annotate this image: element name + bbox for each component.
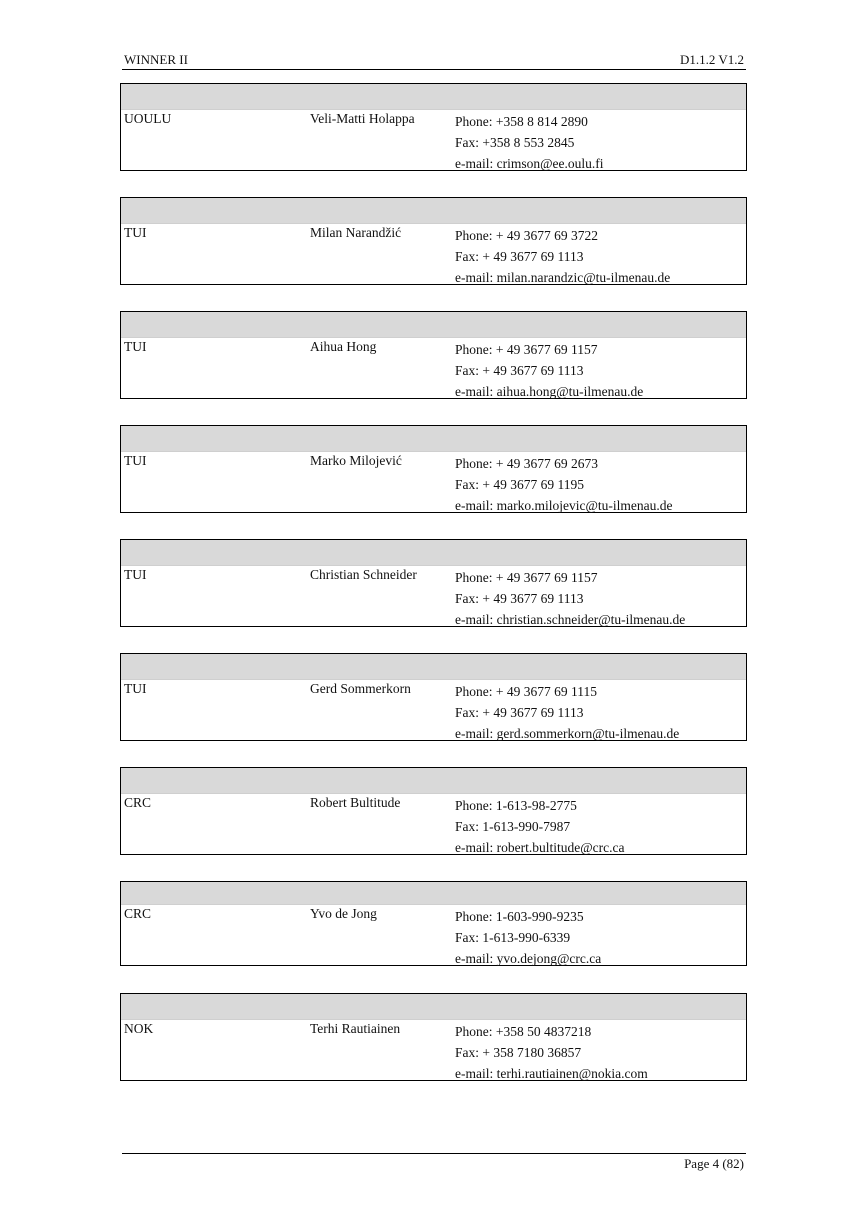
contact-row bbox=[121, 224, 746, 284]
page-footer bbox=[122, 1153, 746, 1171]
email: e-mail: milan.narandzic@tu-ilmenau.de bbox=[455, 270, 671, 285]
person-name: Christian Schneider bbox=[310, 567, 417, 582]
project-name: WINNER II bbox=[124, 52, 188, 67]
person-name: Gerd Sommerkorn bbox=[310, 681, 411, 696]
phone: Phone: + 49 3677 69 1115 bbox=[455, 684, 597, 699]
contact-block bbox=[120, 425, 747, 513]
phone: Phone: 1-603-990-9235 bbox=[455, 909, 584, 924]
contact-details bbox=[455, 795, 624, 858]
contact-row bbox=[121, 338, 746, 398]
person-name: Terhi Rautiainen bbox=[310, 1021, 401, 1036]
fax: Fax: + 49 3677 69 1113 bbox=[455, 249, 584, 264]
contact-header-band bbox=[121, 540, 746, 566]
organization: CRC bbox=[124, 795, 152, 810]
email: e-mail: marko.milojevic@tu-ilmenau.de bbox=[455, 498, 673, 513]
email: e-mail: robert.bultitude@crc.ca bbox=[455, 840, 625, 855]
phone: Phone: +358 8 814 2890 bbox=[455, 114, 588, 129]
contact-header-band bbox=[121, 994, 746, 1020]
organization: TUI bbox=[124, 225, 147, 240]
organization: TUI bbox=[124, 453, 147, 468]
person-name: Marko Milojević bbox=[310, 453, 402, 468]
contact-row bbox=[121, 680, 746, 740]
organization: CRC bbox=[124, 906, 152, 921]
contact-details bbox=[455, 567, 685, 630]
contact-row bbox=[121, 794, 746, 854]
organization: TUI bbox=[124, 567, 147, 582]
contact-header-band bbox=[121, 426, 746, 452]
contact-details bbox=[455, 906, 601, 969]
contact-block bbox=[120, 197, 747, 285]
contact-details bbox=[455, 681, 679, 744]
organization: TUI bbox=[124, 681, 147, 696]
contact-row bbox=[121, 905, 746, 965]
document-id: D1.1.2 V1.2 bbox=[679, 52, 744, 67]
email: e-mail: christian.schneider@tu-ilmenau.de bbox=[455, 612, 686, 627]
contact-header-band bbox=[121, 654, 746, 680]
email: e-mail: terhi.rautiainen@nokia.com bbox=[455, 1066, 648, 1081]
organization: NOK bbox=[124, 1021, 154, 1036]
phone: Phone: + 49 3677 69 1157 bbox=[455, 342, 598, 357]
contact-block bbox=[120, 311, 747, 399]
contact-details bbox=[455, 339, 643, 402]
email: e-mail: yvo.dejong@crc.ca bbox=[455, 951, 602, 966]
contact-row bbox=[121, 452, 746, 512]
phone: Phone: 1-613-98-2775 bbox=[455, 798, 577, 813]
contact-block bbox=[120, 83, 747, 171]
organization: TUI bbox=[124, 339, 147, 354]
contact-header-band bbox=[121, 198, 746, 224]
contact-details bbox=[455, 225, 670, 288]
fax: Fax: + 49 3677 69 1195 bbox=[455, 477, 584, 492]
contact-block bbox=[120, 767, 747, 855]
contact-details bbox=[455, 453, 673, 516]
fax: Fax: + 49 3677 69 1113 bbox=[455, 705, 584, 720]
fax: Fax: + 49 3677 69 1113 bbox=[455, 591, 584, 606]
person-name: Robert Bultitude bbox=[310, 795, 401, 810]
page-number: Page 4 (82) bbox=[684, 1156, 744, 1171]
person-name: Yvo de Jong bbox=[310, 906, 377, 921]
person-name: Aihua Hong bbox=[310, 339, 377, 354]
contact-row bbox=[121, 1020, 746, 1080]
phone: Phone: + 49 3677 69 3722 bbox=[455, 228, 598, 243]
fax: Fax: 1-613-990-6339 bbox=[455, 930, 571, 945]
phone: Phone: + 49 3677 69 1157 bbox=[455, 570, 598, 585]
email: e-mail: crimson@ee.oulu.fi bbox=[455, 156, 604, 171]
contact-block bbox=[120, 653, 747, 741]
email: e-mail: gerd.sommerkorn@tu-ilmenau.de bbox=[455, 726, 680, 741]
fax: Fax: + 49 3677 69 1113 bbox=[455, 363, 584, 378]
fax: Fax: 1-613-990-7987 bbox=[455, 819, 571, 834]
fax: Fax: + 358 7180 36857 bbox=[455, 1045, 582, 1060]
fax: Fax: +358 8 553 2845 bbox=[455, 135, 575, 150]
organization: UOULU bbox=[124, 111, 172, 126]
contact-header-band bbox=[121, 882, 746, 905]
contact-header-band bbox=[121, 768, 746, 794]
contact-block bbox=[120, 993, 747, 1081]
email: e-mail: aihua.hong@tu-ilmenau.de bbox=[455, 384, 644, 399]
contact-row bbox=[121, 566, 746, 626]
contact-block bbox=[120, 881, 747, 966]
person-name: Milan Narandžić bbox=[310, 225, 402, 240]
contact-header-band bbox=[121, 84, 746, 110]
contact-row bbox=[121, 110, 746, 170]
phone: Phone: + 49 3677 69 2673 bbox=[455, 456, 598, 471]
phone: Phone: +358 50 4837218 bbox=[455, 1024, 592, 1039]
contact-details bbox=[455, 111, 604, 174]
person-name: Veli-Matti Holappa bbox=[310, 111, 415, 126]
contact-header-band bbox=[121, 312, 746, 338]
contact-block bbox=[120, 539, 747, 627]
contact-details bbox=[455, 1021, 648, 1084]
page-header bbox=[122, 51, 746, 70]
